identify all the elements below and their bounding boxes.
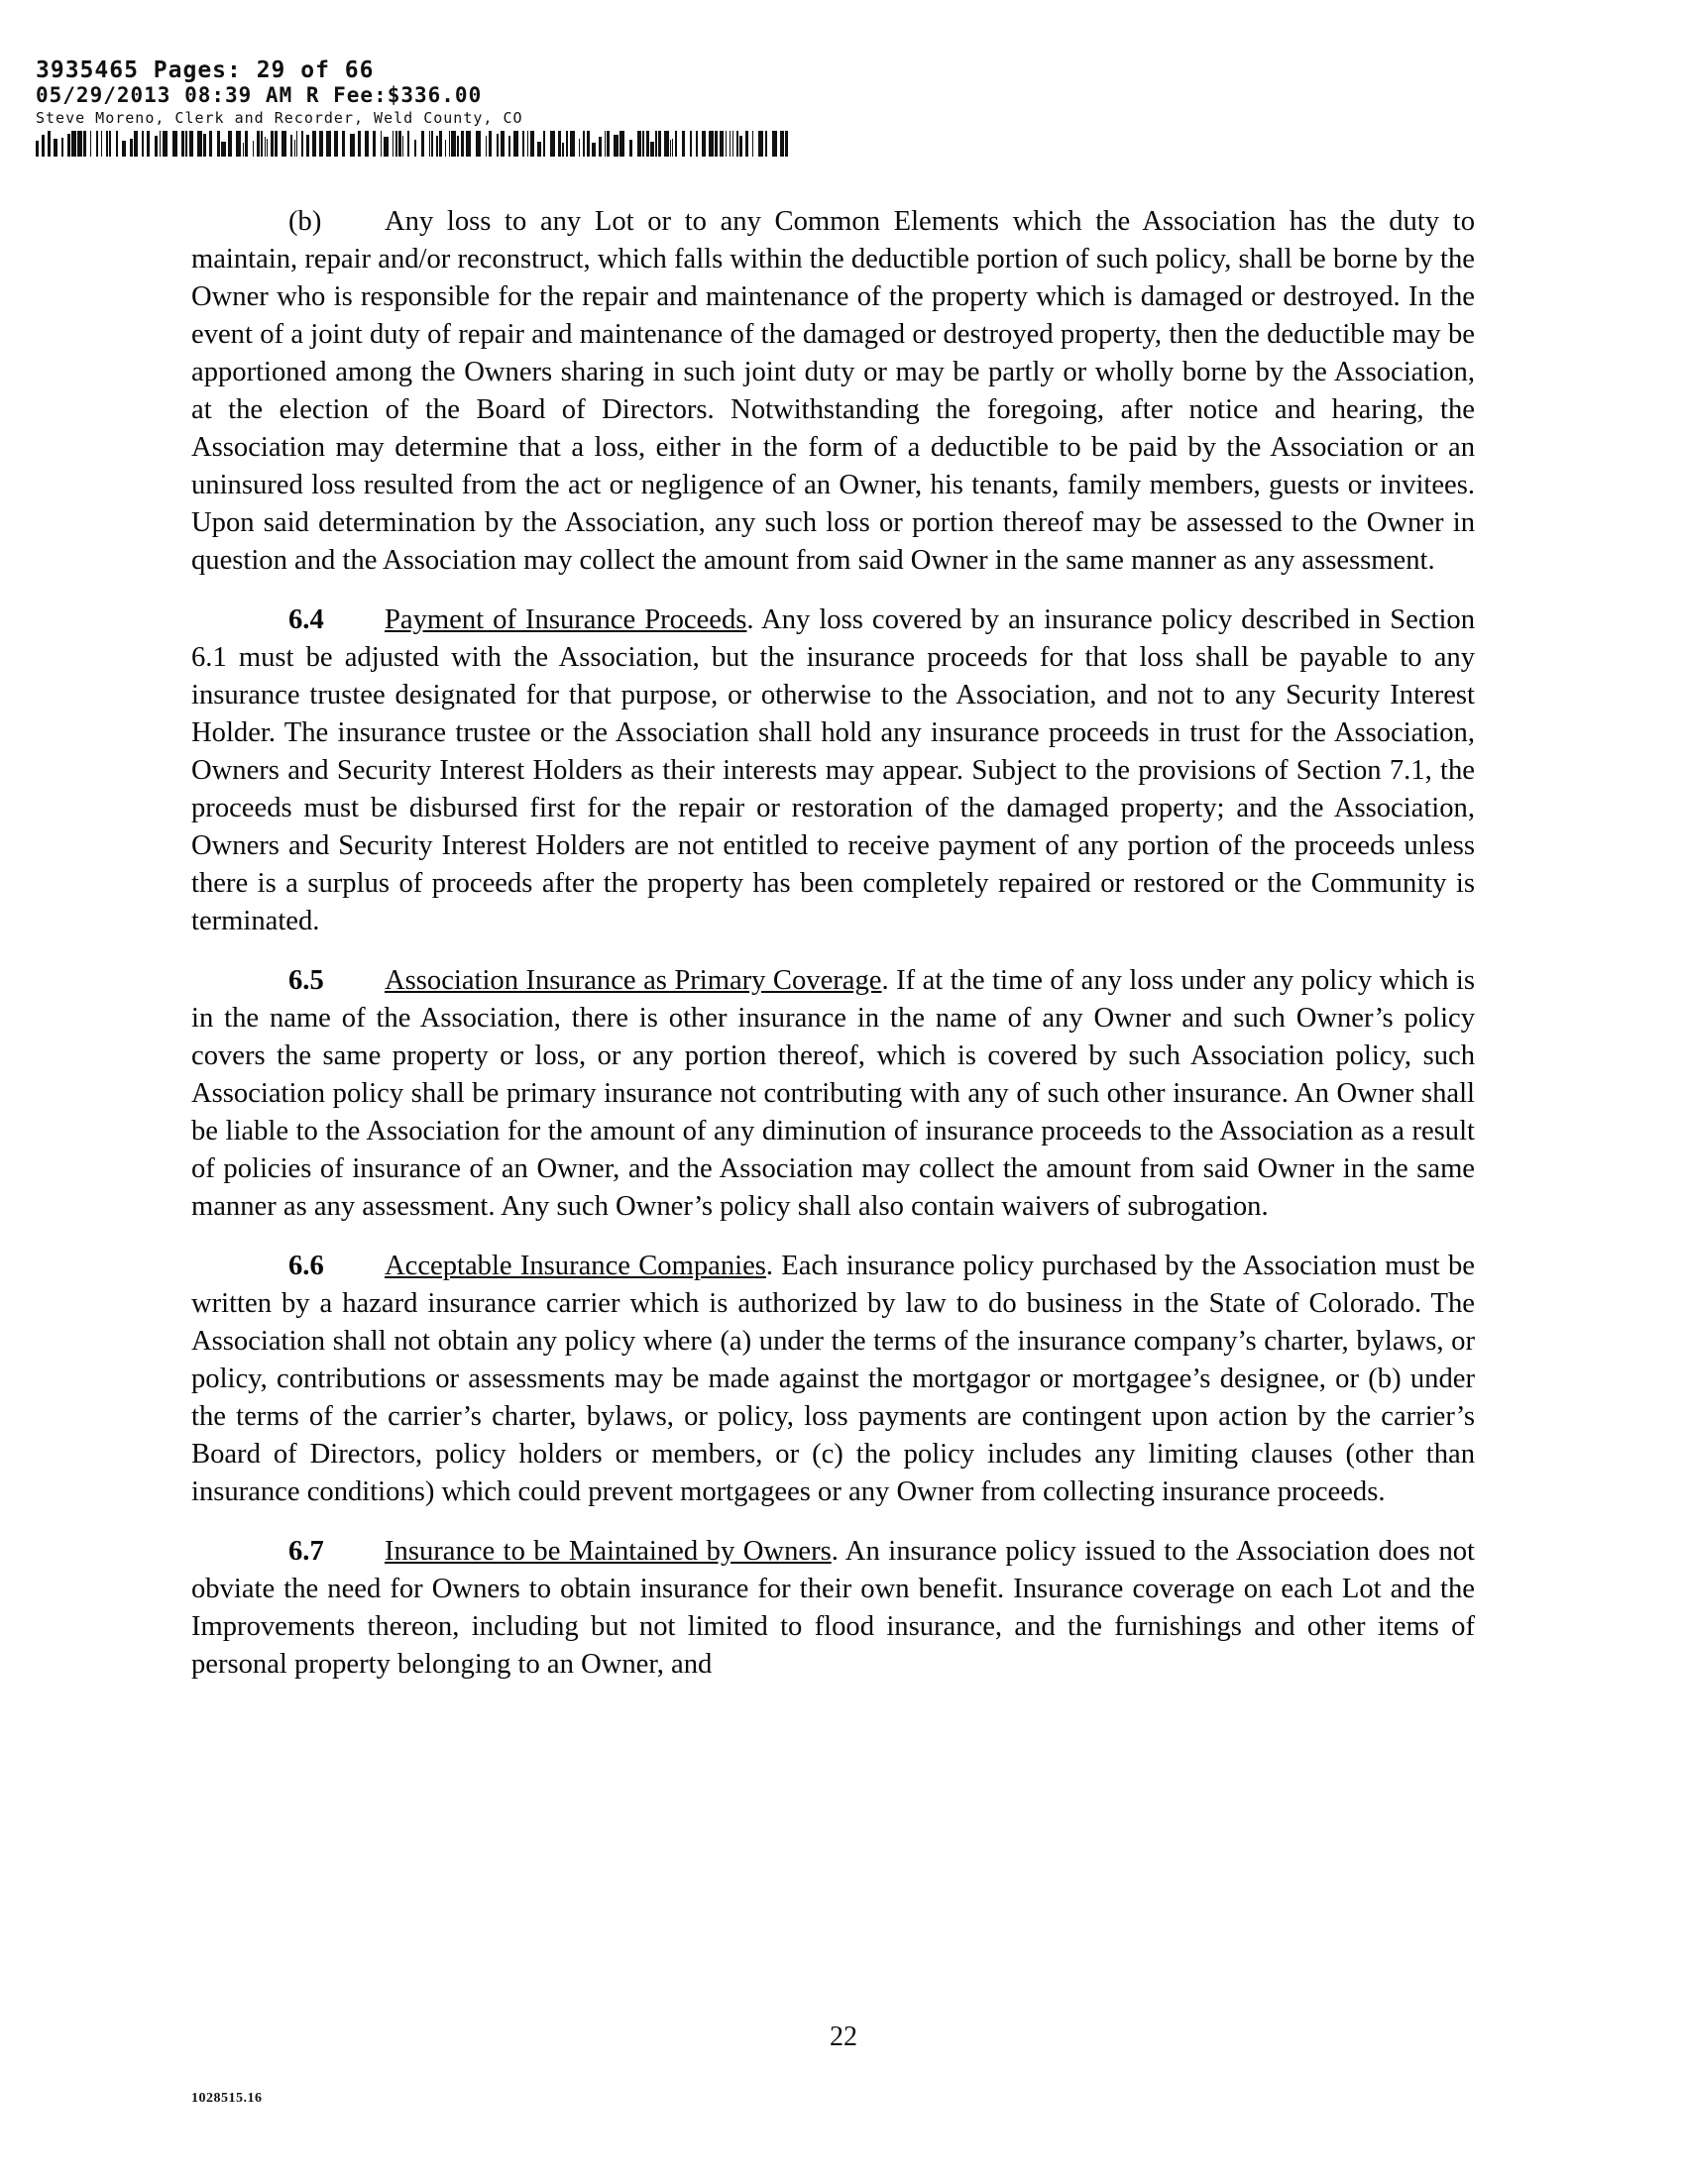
section-title: Insurance to be Maintained by Owners: [385, 1536, 832, 1567]
subsection-b: [191, 203, 1475, 580]
section-text: . An insurance policy issued to the Association does not obviate the need for Owners to obtain insurance for their own benefit. Insurance coverage on each Lot and the Improvements thereon, including but not limited to flood insurance, and the furnishings and other items of personal property belonging to an Owner, and: [191, 1536, 1475, 1680]
section-text: . Each insurance policy purchased by the Association must be written by a hazard insurance carrier which is authorized by law to do business in the State of Colorado. The Association shall not obtain any policy where (a) under the terms of the insurance company’s charter, bylaws, or policy, contributions or assessments may be made against the mortgagor or mortgagee’s designee, or (b) under the terms of the carrier’s charter, bylaws, or policy, loss payments are contingent upon action by the carrier’s Board of Directors, policy holders or members, or (c) the policy includes any limiting clauses (other than insurance conditions) which could prevent mortgagees or any Owner from collecting insurance proceeds.: [191, 1251, 1475, 1507]
section-number: 6.5: [288, 965, 324, 996]
stamp-recorder: Steve Moreno, Clerk and Recorder, Weld County, CO: [36, 109, 523, 127]
section-title: Payment of Insurance Proceeds: [385, 604, 747, 635]
stamp-date-fee: 05/29/2013 08:39 AM R Fee:$336.00: [36, 83, 483, 107]
section-6-7: [191, 1533, 1475, 1684]
page-number: 22: [830, 2021, 857, 2052]
barcode-image: [36, 131, 789, 157]
subsection-label: (b): [288, 206, 322, 237]
section-text: . If at the time of any loss under any policy which is in the name of the Association, there is other insurance in the name of any Owner and such Owner’s policy covers the same property or loss, or any portion thereof, which is covered by such Association policy, such Association policy shall be primary insurance not contributing with any of such other insurance. An Owner shall be liable to the Association for the amount of any diminution of insurance proceeds to the Association as a result of policies of insurance of an Owner, and the Association may collect the amount from said Owner in the same manner as any assessment. Any such Owner’s policy shall also contain waivers of subrogation.: [191, 965, 1475, 1222]
section-number: 6.7: [288, 1536, 324, 1567]
stamp-reception-pages: 3935465 Pages: 29 of 66: [36, 57, 375, 83]
subsection-text: Any loss to any Lot or to any Common Elements which the Association has the duty to maintain, repair and/or reconstruct, which falls within the deductible portion of such policy, shall be borne by the Owner who is responsible for the repair and maintenance of the property which is damaged or destroyed. In the event of a joint duty of repair and maintenance of the damaged or destroyed property, then the deductible may be apportioned among the Owners sharing in such joint duty or may be partly or wholly borne by the Association, at the election of the Board of Directors. Notwithstanding the foregoing, after notice and hearing, the Association may determine that a loss, either in the form of a deductible to be paid by the Association or an uninsured loss resulted from the act or negligence of an Owner, his tenants, family members, guests or invitees. Upon said determination by the Association, any such loss or portion thereof may be assessed to the Owner in question and the Association may collect the amount from said Owner in the same manner as any assessment.: [191, 206, 1475, 576]
document-id: 1028515.16: [191, 2091, 263, 2106]
section-number: 6.6: [288, 1251, 324, 1281]
section-number: 6.4: [288, 604, 324, 635]
section-text: . Any loss covered by an insurance policy described in Section 6.1 must be adjusted with the Association, but the insurance proceeds for that loss shall be payable to any insurance trustee designated for that purpose, or otherwise to the Association, and not to any Security Interest Holder. The insurance trustee or the Association shall hold any insurance proceeds in trust for the Association, Owners and Security Interest Holders as their interests may appear. Subject to the provisions of Section 7.1, the proceeds must be disbursed first for the repair or restoration of the damaged property; and the Association, Owners and Security Interest Holders are not entitled to receive payment of any portion of the proceeds unless there is a surplus of proceeds after the property has been completely repaired or restored or the Community is terminated.: [191, 604, 1475, 936]
document-body: [191, 203, 1475, 1705]
section-6-6: [191, 1248, 1475, 1511]
section-6-4: [191, 601, 1475, 940]
section-6-5: [191, 962, 1475, 1226]
section-title: Acceptable Insurance Companies: [385, 1251, 766, 1281]
section-title: Association Insurance as Primary Coverage: [385, 965, 882, 996]
